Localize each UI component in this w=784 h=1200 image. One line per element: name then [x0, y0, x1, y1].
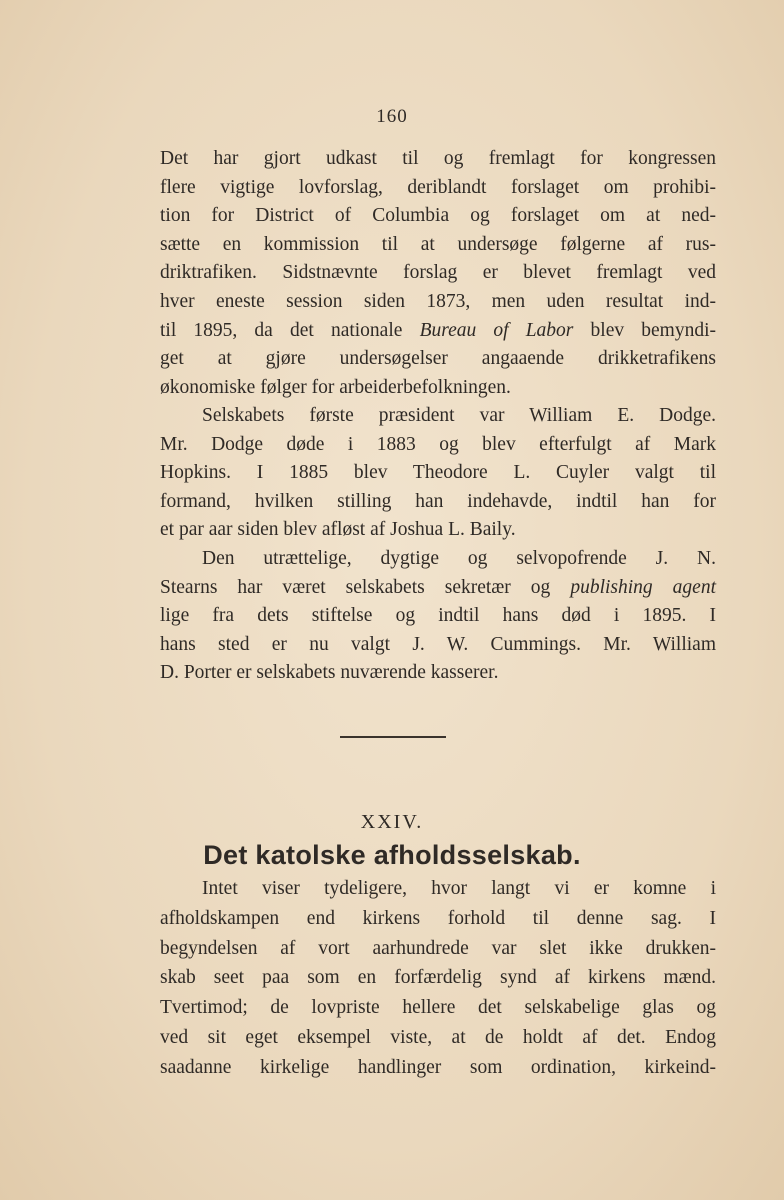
text-line: saadanne kirkelige handlinger som ordination, kirkeind-: [160, 1056, 716, 1078]
paragraph-catholic-intro: [160, 874, 716, 1083]
section-divider: [340, 736, 446, 738]
text-line: tion for District of Columbia og forslaget om at ned-: [160, 205, 716, 227]
text-line: økonomiske følger for arbeiderbefolkningen.: [160, 376, 511, 398]
text-line: Selskabets første præsident var William E. Dodge.: [202, 405, 716, 426]
text-line: [160, 317, 716, 346]
text-line: ved sit eget eksempel viste, at de holdt af det. Endog: [160, 1026, 716, 1048]
text-line: Den utrættelige, dygtige og selvopofrende J. N.: [202, 548, 716, 569]
text-line: sætte en kommission til at undersøge følgerne af rus-: [160, 233, 716, 255]
chapter-number: XXIV.: [360, 811, 424, 833]
paragraph-presidents: [160, 402, 716, 545]
text-line: begyndelsen af vort aarhundrede var slet ikke drukken-: [160, 937, 716, 959]
text-line: get at gjøre undersøgelser angaaende drikketrafikens: [160, 348, 716, 370]
text-line: hver eneste session siden 1873, men uden resultat ind-: [160, 290, 716, 312]
italic-term: publishing agent: [570, 576, 716, 598]
text-line: hans sted er nu valgt J. W. Cummings. Mr. William: [160, 633, 716, 655]
text-line: lige fra dets stiftelse og indtil hans død i 1895. I: [160, 605, 716, 627]
text-run: til 1895, da det nationale: [160, 319, 420, 341]
text-line: afholdskampen end kirkens forhold til denne sag. I: [160, 907, 716, 929]
text-line: Tvertimod; de lovpriste hellere det selskabelige glas og: [160, 997, 716, 1019]
text-line: flere vigtige lovforslag, deriblandt forslaget om prohibi-: [160, 176, 716, 198]
chapter-title: Det katolske afholdsselskab.: [203, 840, 581, 870]
page-number: 160: [376, 106, 408, 127]
text-line: Intet viser tydeligere, hvor langt vi er komne i: [202, 878, 716, 899]
paragraph-secretary: [160, 545, 716, 688]
text-line: formand, hvilken stilling han indehavde, indtil han for: [160, 490, 716, 512]
text-line: et par aar siden blev afløst af Joshua L. Baily.: [160, 519, 516, 541]
text-line: [160, 574, 716, 603]
text-line: skab seet paa som en forfærdelig synd af kirkens mænd.: [160, 967, 716, 989]
text-line: Hopkins. I 1885 blev Theodore L. Cuyler valgt til: [160, 462, 716, 484]
text-run: blev bemyndi-: [573, 319, 716, 341]
paragraph-congress-bills: [160, 145, 716, 402]
text-line: Mr. Dodge døde i 1883 og blev efterfulgt af Mark: [160, 433, 716, 455]
text-line: Det har gjort udkast til og fremlagt for kongressen: [160, 148, 716, 169]
italic-term: Bureau of Labor: [419, 319, 574, 341]
text-line: D. Porter er selskabets nuværende kasserer.: [160, 662, 499, 684]
text-run: Stearns har været selskabets sekretær og: [160, 576, 571, 598]
text-line: driktrafiken. Sidstnævnte forslag er blevet fremlagt ved: [160, 262, 716, 284]
